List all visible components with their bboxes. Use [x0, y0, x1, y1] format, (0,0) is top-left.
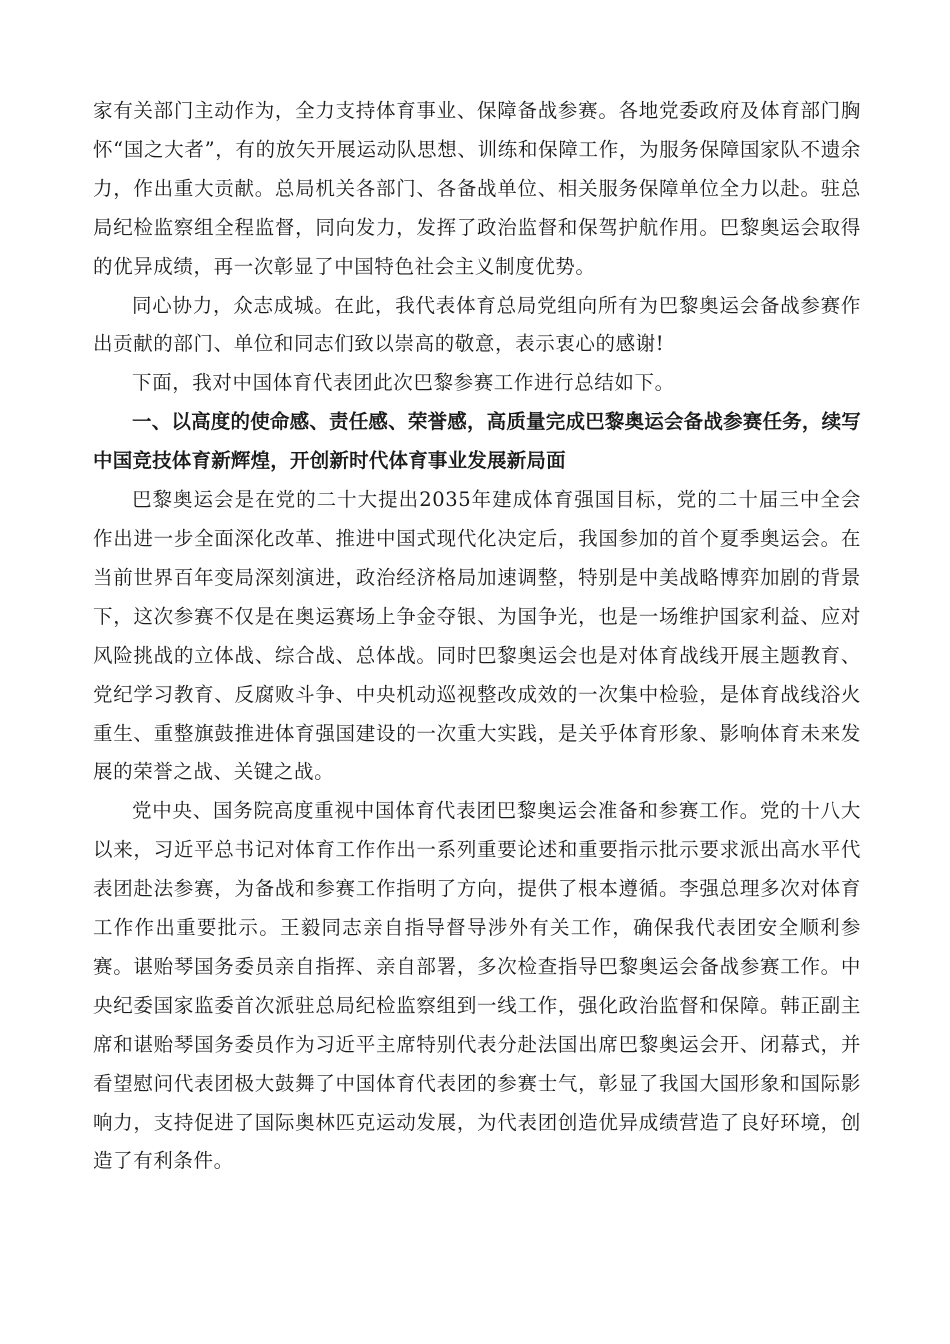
paragraph-thanks: 同心协力，众志成城。在此，我代表体育总局党组向所有为巴黎奥运会备战参赛作出贡献的部门、单位和同志们致以崇高的敬意，表示衷心的感谢!: [93, 293, 861, 356]
paragraph-central-leadership: 党中央、国务院高度重视中国体育代表团巴黎奥运会准备和参赛工作。党的十八大以来，习近平总书记对体育工作作出一系列重要论述和重要指示批示要求派出高水平代表团赴法参赛，为备战和参赛工作指明了方向，提供了根本遵循。李强总理多次对体育工作作出重要批示。王毅同志亲自指导督导涉外有关工作，确保我代表团安全顺利参赛。谌贻琴国务委员亲自指挥、亲自部署，多次检查指导巴黎奥运会备战参赛工作。中央纪委国家监委首次派驻总局纪检监察组到一线工作，强化政治监督和保障。韩正副主席和谌贻琴国务委员作为习近平主席特别代表分赴法国出席巴黎奥运会开、闭幕式，并看望慰问代表团极大鼓舞了中国体育代表团的参赛士气，彰显了我国大国形象和国际影响力，支持促进了国际奥林匹克运动发展，为代表团创造优异成绩营造了良好环境，创造了有利条件。: [93, 799, 861, 1173]
document-body: [93, 92, 861, 1181]
paragraph-paris-olympics-significance: 巴黎奥运会是在党的二十大提出2035年建成体育强国目标，党的二十届三中全会作出进一步全面深化改革、推进中国式现代化决定后，我国参加的首个夏季奥运会。在当前世界百年变局深刻演进，政治经济格局加速调整，特别是中美战略博弈加剧的背景下，这次参赛不仅是在奥运赛场上争金夺银、为国争光，也是一场维护国家利益、应对风险挑战的立体战、综合战、总体战。同时巴黎奥运会也是对体育战线开展主题教育、党纪学习教育、反腐败斗争、中央机动巡视整改成效的一次集中检验，是体育战线浴火重生、重整旗鼓推进体育强国建设的一次重大实践，是关乎体育形象、影响体育未来发展的荣誉之战、关键之战。: [93, 488, 861, 784]
section-heading-1: 一、以高度的使命感、责任感、荣誉感，高质量完成巴黎奥运会备战参赛任务，续写中国竞技体育新辉煌，开创新时代体育事业发展新局面: [93, 410, 861, 473]
paragraph-continuation: 家有关部门主动作为，全力支持体育事业、保障备战参赛。各地党委政府及体育部门胸怀“国之大者”，有的放矢开展运动队思想、训练和保障工作，为服务保障国家队不遗余力，作出重大贡献。总局机关各部门、各备战单位、相关服务保障单位全力以赴。驻总局纪检监察组全程监督，同向发力，发挥了政治监督和保驾护航作用。巴黎奥运会取得的优异成绩，再一次彰显了中国特色社会主义制度优势。: [93, 99, 861, 278]
paragraph-intro-summary: 下面，我对中国体育代表团此次巴黎参赛工作进行总结如下。: [132, 371, 675, 395]
